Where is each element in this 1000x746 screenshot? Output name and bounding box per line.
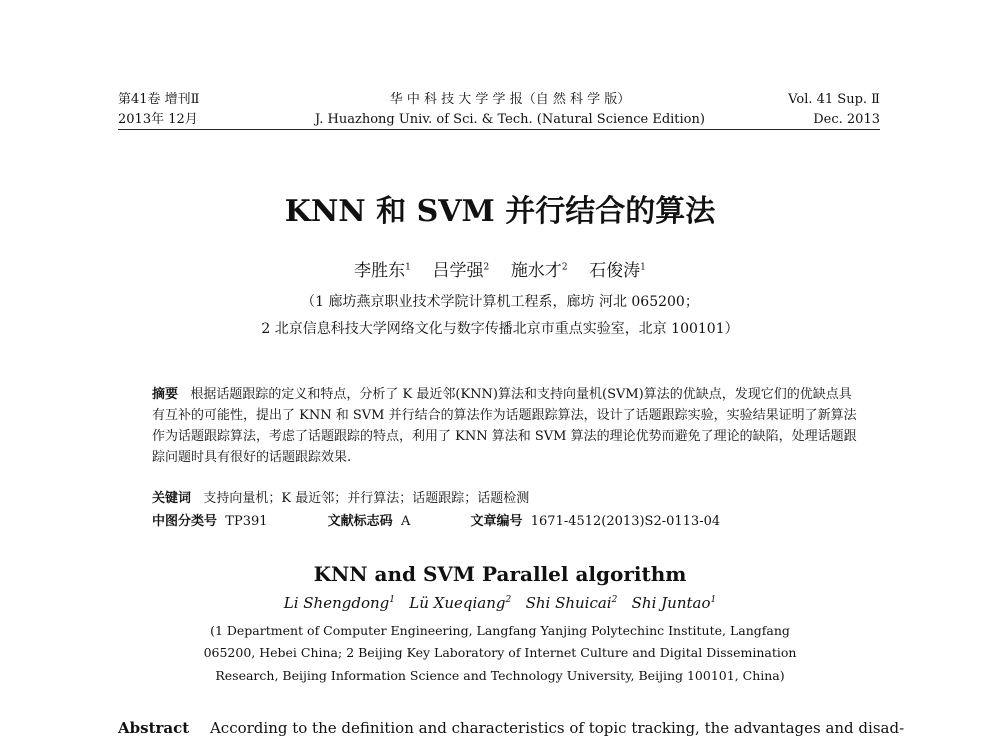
- affiliation-en-line: (1 Department of Computer Engineering, Langfang Yanjing Polytechinc Institute, Langfang: [210, 623, 790, 638]
- volume-line: 第41卷 增刊Ⅱ: [118, 92, 200, 107]
- author-en: Li Shengdong$^1$: [283, 594, 395, 612]
- abstract-cn: [152, 384, 862, 468]
- abstract-cn-label: 摘要: [152, 387, 179, 402]
- author-list-cn: [0, 256, 1000, 281]
- author-cn: 李胜东$^1$: [354, 261, 411, 281]
- author-en: Shi Shuicai$^2$: [525, 594, 618, 612]
- affiliation-cn-line: （1 廊坊燕京职业技术学院计算机工程系，廊坊 河北 065200；: [301, 294, 699, 310]
- clc-code: 中图分类号 TP391: [152, 514, 268, 529]
- date-line: 2013年 12月: [118, 112, 198, 127]
- paper-title-en: KNN and SVM Parallel algorithm: [313, 562, 687, 586]
- affiliation-en-line: 065200, Hebei China; 2 Beijing Key Laboratory of Internet Culture and Digital Dissemination: [203, 645, 797, 660]
- journal-name: [300, 90, 720, 130]
- date-en-line: Dec. 2013: [813, 112, 880, 127]
- author-cn: 石俊涛$^1$: [589, 261, 646, 281]
- affiliation-en-line: Research, Beijing Information Science and Technology University, Beijing 100101, China): [215, 668, 785, 683]
- journal-name-en: J. Huazhong Univ. of Sci. & Tech. (Natural Science Edition): [315, 112, 705, 127]
- journal-volume-en: [788, 90, 880, 130]
- volume-en-line: Vol. 41 Sup. Ⅱ: [788, 92, 880, 107]
- author-list-en: [0, 594, 1000, 612]
- author-cn: 吕学强$^2$: [432, 261, 490, 281]
- journal-volume-info: [118, 90, 200, 130]
- affiliation-cn-line: 2 北京信息科技大学网络文化与数字传播北京市重点实验室，北京 100101）: [261, 321, 739, 337]
- document-code: 文献标志码 A: [327, 514, 411, 529]
- header-rule: [118, 129, 880, 130]
- abstract-en-label: Abstract: [118, 719, 190, 737]
- abstract-en-text: According to the definition and characteristics of topic tracking, the advantages and disad-: [209, 719, 905, 737]
- author-en: Lü Xueqiang$^2$: [409, 594, 512, 612]
- abstract-cn-text: 根据话题跟踪的定义和特点，分析了 K 最近邻(KNN)算法和支持向量机(SVM)算法的优缺点，发现它们的优缺点具有互补的可能性，提出了 KNN 和 SVM 并行结合的算法作为话题跟踪算法，设计了话题跟踪实验，实验结果证明了新算法作为话题跟踪算法，考虑了话题跟踪的特点，利用了 KNN 算法和 SVM 算法的理论优势而避免了理论的缺陷，处理话题跟踪问题时具有很好的话题跟踪效果.: [152, 387, 857, 465]
- article-number: 文章编号 1671-4512(2013)S2-0113-04: [470, 514, 721, 529]
- keywords-label: 关键词: [152, 491, 192, 506]
- author-en: Shi Juntao$^1$: [631, 594, 717, 612]
- abstract-en: [118, 719, 904, 737]
- paper-title-cn: KNN 和 SVM 并行结合的算法: [284, 194, 716, 229]
- keywords-cn: [152, 487, 529, 506]
- classification-line: [152, 510, 776, 529]
- author-cn: 施水才$^2$: [510, 261, 568, 281]
- journal-name-cn: 华 中 科 技 大 学 学 报（自 然 科 学 版）: [389, 92, 631, 107]
- keywords-text: 支持向量机；K 最近邻；并行算法；话题跟踪；话题检测: [203, 491, 530, 506]
